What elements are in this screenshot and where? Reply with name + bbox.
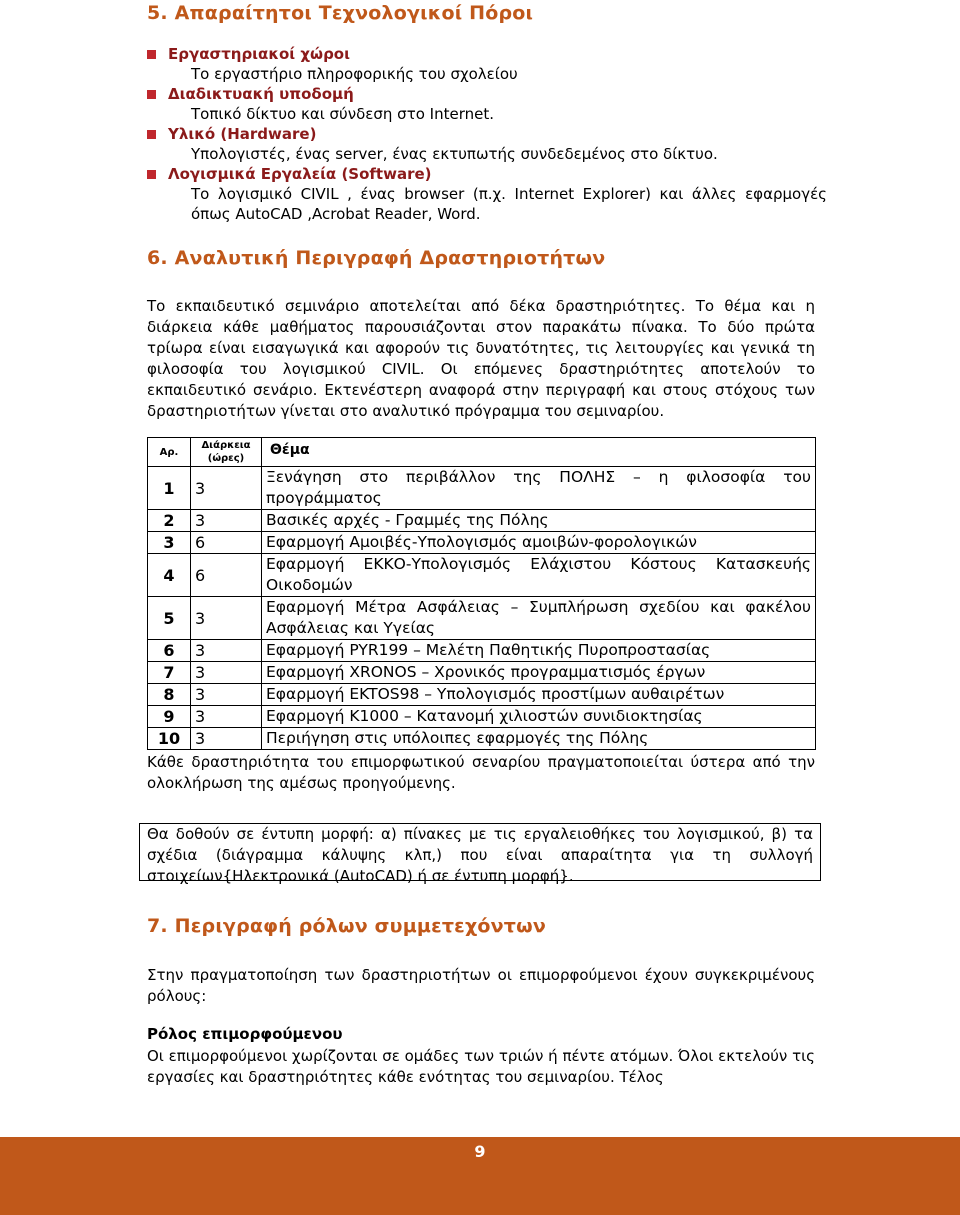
row-hours: 3	[191, 706, 262, 728]
row-topic: Ξενάγηση στο περιβάλλον της ΠΟΛΗΣ – η φιλοσοφία του προγράμματος	[262, 467, 816, 510]
resource-item-network	[147, 84, 827, 124]
row-topic: Εφαρμογή PYR199 – Μελέτη Παθητικής Πυροπροστασίας	[262, 640, 816, 662]
row-number: 9	[148, 706, 191, 728]
resource-title: Εργαστηριακοί χώροι	[168, 45, 350, 63]
table-row	[148, 640, 816, 662]
row-number: 6	[148, 640, 191, 662]
section-5-heading: 5. Απαραίτητοι Τεχνολογικοί Πόροι	[147, 2, 534, 24]
row-topic: Εφαρμογή ΕΚΚΟ-Υπολογισμός Ελάχιστου Κόστους Κατασκευής Οικοδομών	[262, 554, 816, 597]
row-topic: Βασικές αρχές - Γραμμές της Πόλης	[262, 510, 816, 532]
trainee-role-subheading: Ρόλος επιμορφούμενου	[147, 1025, 343, 1043]
table-header-row	[148, 438, 816, 467]
row-number: 10	[148, 728, 191, 750]
section-6-intro: Το εκπαιδευτικό σεμινάριο αποτελείται από δέκα δραστηριότητες. Το θέμα και η διάρκεια κάθε μαθήματος παρουσιάζονται στον παρακάτω πίνακα. Το δύο πρώτα τρίωρα είναι εισαγωγικά και αφορούν τις δυνατότητες, τις λειτουργίες και γενικά τη φιλοσοφία του λογισμικού CIVIL. Οι επόμενες δραστηριότητες αποτελούν το εκπαιδευτικό σενάριο. Εκτενέστερη αναφορά στην περιγραφή και στους στόχους των δραστηριοτήτων γίνεται στο αναλυτικό πρόγραμμα του σεμιναρίου.	[147, 297, 815, 420]
row-number: 2	[148, 510, 191, 532]
resource-item-hardware	[147, 124, 827, 164]
printed-materials-note: Θα δοθούν σε έντυπη μορφή: α) πίνακες με τις εργαλειοθήκες του λογισμικού, β) τα σχέδια (διάγραμμα κάλυψης κλπ,) που είναι απαραίτητα για τη συλλογή στοιχείων{Ηλεκτρονικά (AutoCAD) ή σε έντυπη μορφή}.	[139, 823, 821, 881]
row-topic: Εφαρμογή K1000 – Κατανομή χιλιοστών συνιδιοκτησίας	[262, 706, 816, 728]
table-row	[148, 728, 816, 750]
page-number: 9	[474, 1142, 486, 1161]
row-topic: Εφαρμογή EKTOS98 – Υπολογισμός προστίμων αυθαιρέτων	[262, 684, 816, 706]
column-header-topic: Θέμα	[262, 438, 816, 467]
row-hours: 3	[191, 510, 262, 532]
square-bullet-icon	[147, 170, 156, 179]
resource-text: Υπολογιστές, ένας server, ένας εκτυπωτής συνδεδεμένος στο δίκτυο.	[191, 145, 718, 163]
resource-title: Λογισμικά Εργαλεία (Software)	[168, 165, 432, 183]
table-row	[148, 467, 816, 510]
table-row	[148, 510, 816, 532]
section-7-intro: Στην πραγματοποίηση των δραστηριοτήτων οι επιμορφούμενοι έχουν συγκεκριμένους ρόλους:	[147, 966, 815, 1005]
row-topic: Εφαρμογή Μέτρα Ασφάλειας – Συμπλήρωση σχεδίου και φακέλου Ασφάλειας και Υγείας	[262, 597, 816, 640]
row-number: 8	[148, 684, 191, 706]
row-topic: Περιήγηση στις υπόλοιπες εφαρμογές της Πόλης	[262, 728, 816, 750]
resources-list	[147, 44, 827, 224]
row-hours: 3	[191, 662, 262, 684]
row-hours: 3	[191, 467, 262, 510]
row-hours: 6	[191, 554, 262, 597]
table-row	[148, 706, 816, 728]
row-number: 5	[148, 597, 191, 640]
square-bullet-icon	[147, 130, 156, 139]
table-row	[148, 532, 816, 554]
row-topic: Εφαρμογή Αμοιβές-Υπολογισμός αμοιβών-φορολογικών	[262, 532, 816, 554]
row-hours: 3	[191, 640, 262, 662]
row-hours: 3	[191, 684, 262, 706]
resource-text: Τοπικό δίκτυο και σύνδεση στο Internet.	[191, 105, 494, 123]
row-number: 7	[148, 662, 191, 684]
row-hours: 3	[191, 597, 262, 640]
activities-table	[147, 437, 816, 750]
table-row	[148, 662, 816, 684]
section-6-heading: 6. Αναλυτική Περιγραφή Δραστηριοτήτων	[147, 247, 606, 269]
row-topic: Εφαρμογή XRONOS – Χρονικός προγραμματισμός έργων	[262, 662, 816, 684]
resource-title: Υλικό (Hardware)	[168, 125, 317, 143]
trainee-role-text: Οι επιμορφούμενοι χωρίζονται σε ομάδες των τριών ή πέντε ατόμων. Όλοι εκτελούν τις εργασίες και δραστηριότητες κάθε ενότητας του σεμιναρίου. Τέλος	[147, 1047, 815, 1086]
row-hours: 3	[191, 728, 262, 750]
row-number: 3	[148, 532, 191, 554]
resource-text: Το εργαστήριο πληροφορικής του σχολείου	[191, 65, 518, 83]
resource-item-labs	[147, 44, 827, 84]
table-row	[148, 684, 816, 706]
column-header-number: Αρ.	[148, 438, 191, 467]
resource-item-software	[147, 164, 827, 224]
row-hours: 6	[191, 532, 262, 554]
section-7-heading: 7. Περιγραφή ρόλων συμμετεχόντων	[147, 915, 546, 937]
square-bullet-icon	[147, 50, 156, 59]
after-table-text: Κάθε δραστηριότητα του επιμορφωτικού σεναρίου πραγματοποιείται ύστερα από την ολοκλήρωση της αμέσως προηγούμενης.	[147, 753, 815, 792]
table-row	[148, 597, 816, 640]
table-row	[148, 554, 816, 597]
row-number: 4	[148, 554, 191, 597]
column-header-duration: Διάρκεια (ώρες)	[191, 438, 262, 467]
row-number: 1	[148, 467, 191, 510]
resource-title: Διαδικτυακή υποδομή	[168, 85, 354, 103]
square-bullet-icon	[147, 90, 156, 99]
resource-text: Το λογισμικό CIVIL , ένας browser (π.χ. Internet Explorer) και άλλες εφαρμογές όπως AutoCAD ,Acrobat Reader, Word.	[191, 185, 827, 223]
